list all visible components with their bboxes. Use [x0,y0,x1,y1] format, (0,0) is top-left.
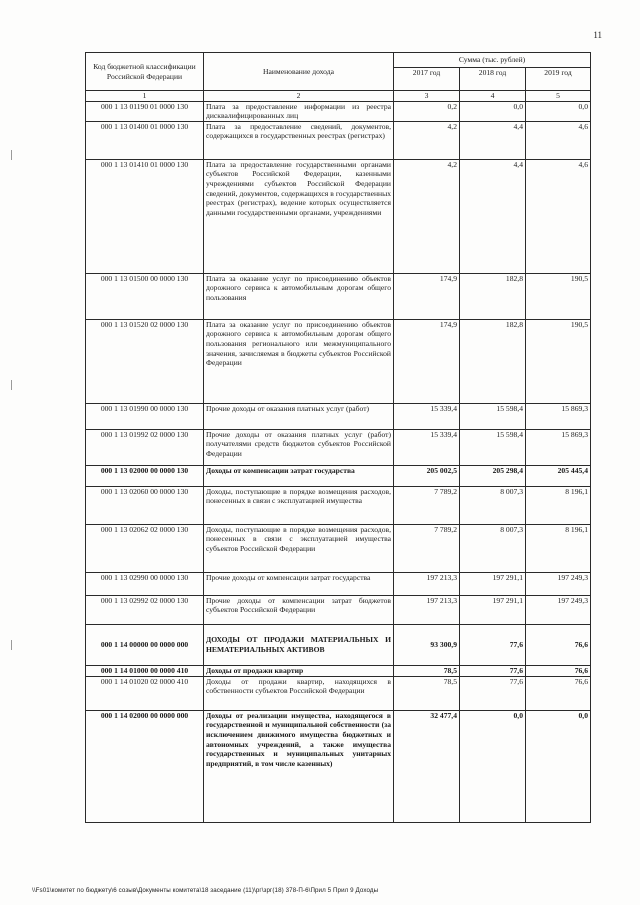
row-value-2018: 15 598,4 [460,429,526,465]
row-name: Доходы от продажи квартир [204,665,394,676]
table-row [86,403,591,429]
row-name: Плата за предоставление сведений, документов, содержащихся в государственных реестрах (регистрах) [204,121,394,159]
margin-mark [11,150,12,160]
row-name: Прочие доходы от компенсации затрат бюджетов субъектов Российской Федерации [204,595,394,624]
margin-mark [11,380,12,390]
row-value-2017: 15 339,4 [394,429,460,465]
page-number: 11 [593,30,602,40]
row-name: Доходы от компенсации затрат государства [204,465,394,486]
row-value-2017: 78,5 [394,665,460,676]
row-value-2018: 0,0 [460,710,526,822]
row-value-2017: 32 477,4 [394,710,460,822]
table-row [86,486,591,524]
row-value-2018: 182,8 [460,273,526,319]
table-row [86,624,591,665]
row-value-2018: 8 007,3 [460,486,526,524]
table-row [86,121,591,159]
table-row [86,159,591,273]
table-row [86,465,591,486]
row-value-2017: 78,5 [394,676,460,710]
row-value-2018: 197 291,1 [460,595,526,624]
table-row [86,595,591,624]
row-name: Прочие доходы от компенсации затрат государства [204,572,394,595]
row-code: 000 1 13 01992 02 0000 130 [86,429,204,465]
column-number: 3 [394,91,460,102]
row-value-2017: 174,9 [394,319,460,403]
row-value-2019: 8 196,1 [526,524,591,572]
row-value-2019: 0,0 [526,710,591,822]
row-value-2019: 76,6 [526,624,591,665]
row-code: 000 1 13 01990 00 0000 130 [86,403,204,429]
row-value-2018: 8 007,3 [460,524,526,572]
row-code: 000 1 13 01520 02 0000 130 [86,319,204,403]
row-value-2018: 77,6 [460,624,526,665]
row-value-2018: 15 598,4 [460,403,526,429]
row-code: 000 1 13 02990 00 0000 130 [86,572,204,595]
margin-mark [11,640,12,650]
table-row [86,524,591,572]
row-code: 000 1 13 02062 02 0000 130 [86,524,204,572]
footer-file-path: \\Fs01\комитет по бюджету\6 созыв\Документы комитета\18 заседание (11)\рг\зрг(18) 378-П-6\Прил 5 Прил 9 Доходы [32,887,379,894]
header-name: Наименование дохода [204,53,394,91]
row-value-2019: 197 249,3 [526,572,591,595]
row-value-2019: 15 869,3 [526,429,591,465]
row-name: Доходы, поступающие в порядке возмещения расходов, понесенных в связи с эксплуатацией имущества [204,486,394,524]
row-code: 000 1 13 01500 00 0000 130 [86,273,204,319]
row-value-2019: 4,6 [526,159,591,273]
row-name: ДОХОДЫ ОТ ПРОДАЖИ МАТЕРИАЛЬНЫХ И НЕМАТЕРИАЛЬНЫХ АКТИВОВ [204,624,394,665]
row-value-2019: 190,5 [526,273,591,319]
row-value-2019: 76,6 [526,665,591,676]
row-value-2019: 15 869,3 [526,403,591,429]
header-code: Код бюджетной классификации Российской Федерации [86,53,204,91]
row-value-2018: 205 298,4 [460,465,526,486]
revenue-table [85,52,591,823]
row-value-2019: 8 196,1 [526,486,591,524]
row-code: 000 1 13 01400 01 0000 130 [86,121,204,159]
row-value-2019: 4,6 [526,121,591,159]
header-year-2017: 2017 год [394,68,460,91]
header-sum: Сумма (тыс. рублей) [394,53,591,68]
column-number: 1 [86,91,204,102]
row-value-2017: 197 213,3 [394,572,460,595]
row-value-2017: 4,2 [394,121,460,159]
row-name: Прочие доходы от оказания платных услуг (работ) [204,403,394,429]
row-value-2018: 197 291,1 [460,572,526,595]
table-row [86,676,591,710]
row-value-2018: 182,8 [460,319,526,403]
table-row [86,572,591,595]
row-code: 000 1 14 02000 00 0000 000 [86,710,204,822]
row-code: 000 1 14 01020 02 0000 410 [86,676,204,710]
row-code: 000 1 14 00000 00 0000 000 [86,624,204,665]
header-year-2019: 2019 год [526,68,591,91]
row-name: Плата за предоставление информации из реестра дисквалифицированных лиц [204,101,394,121]
table-row [86,319,591,403]
row-name: Доходы от реализации имущества, находящегося в государственной и муниципальной собственности (за исключением движимого имущества бюджетных и автономных учреждений, а также имущества государственных и муниципальных унитарных предприятий, в том числе казенных) [204,710,394,822]
table-row [86,710,591,822]
row-code: 000 1 14 01000 00 0000 410 [86,665,204,676]
row-code: 000 1 13 02992 02 0000 130 [86,595,204,624]
header-year-2018: 2018 год [460,68,526,91]
row-value-2019: 197 249,3 [526,595,591,624]
row-value-2017: 15 339,4 [394,403,460,429]
row-value-2019: 205 445,4 [526,465,591,486]
row-value-2017: 7 789,2 [394,486,460,524]
row-code: 000 1 13 01190 01 0000 130 [86,101,204,121]
row-value-2019: 0,0 [526,101,591,121]
row-value-2019: 76,6 [526,676,591,710]
row-value-2018: 0,0 [460,101,526,121]
row-value-2017: 93 300,9 [394,624,460,665]
table-row [86,273,591,319]
column-number: 4 [460,91,526,102]
row-name: Плата за оказание услуг по присоединению объектов дорожного сервиса к автомобильным дорогам общего пользования [204,273,394,319]
row-code: 000 1 13 02000 00 0000 130 [86,465,204,486]
row-name: Доходы, поступающие в порядке возмещения расходов, понесенных в связи с эксплуатацией имущества субъектов Российской Федерации [204,524,394,572]
row-name: Плата за оказание услуг по присоединению объектов дорожного сервиса к автомобильным дорогам общего пользования регионального или межмуниципального значения, зачисляемая в бюджеты субъектов Российской Федерации [204,319,394,403]
row-code: 000 1 13 01410 01 0000 130 [86,159,204,273]
row-value-2018: 77,6 [460,665,526,676]
column-number: 2 [204,91,394,102]
row-value-2017: 205 002,5 [394,465,460,486]
row-name: Прочие доходы от оказания платных услуг (работ) получателями средств бюджетов субъектов Российской Федерации [204,429,394,465]
row-code: 000 1 13 02060 00 0000 130 [86,486,204,524]
row-value-2017: 197 213,3 [394,595,460,624]
row-name: Доходы от продажи квартир, находящихся в собственности субъектов Российской Федерации [204,676,394,710]
row-name: Плата за предоставление государственными органами субъектов Российской Федерации, казенными учреждениями субъектов Российской Федерации сведений, документов, содержащихся в государственных реестрах (регистрах), ведение которых осуществляется данными государственными органами, учреждениями [204,159,394,273]
column-number: 5 [526,91,591,102]
row-value-2017: 0,2 [394,101,460,121]
row-value-2017: 4,2 [394,159,460,273]
row-value-2018: 4,4 [460,159,526,273]
row-value-2019: 190,5 [526,319,591,403]
table-row [86,665,591,676]
row-value-2017: 7 789,2 [394,524,460,572]
table-row [86,429,591,465]
table-row [86,101,591,121]
row-value-2018: 4,4 [460,121,526,159]
row-value-2018: 77,6 [460,676,526,710]
row-value-2017: 174,9 [394,273,460,319]
